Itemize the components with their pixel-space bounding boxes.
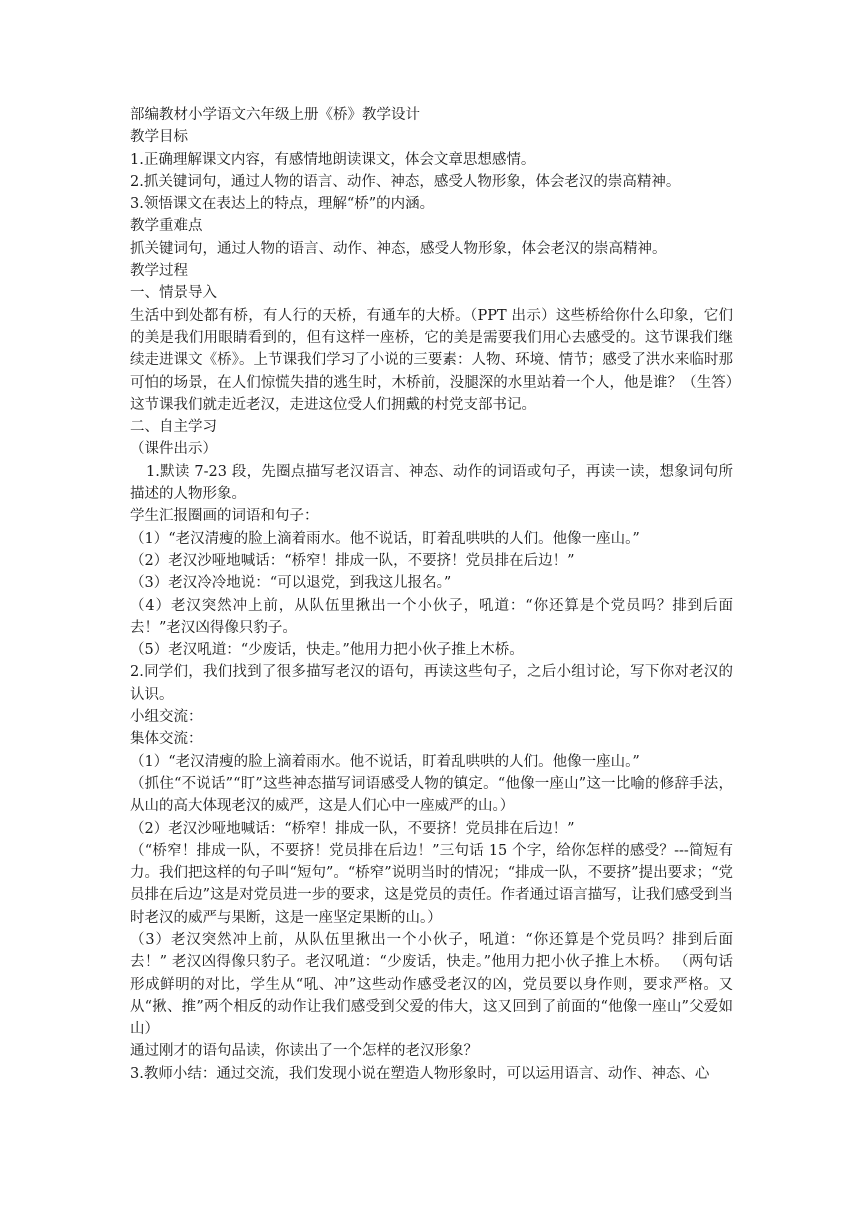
subheading-self-study: 二、自主学习 [130, 419, 217, 436]
intro-paragraph: 生活中到处都有桥，有人行的天桥，有通车的大桥。（PPT 出示）这些桥给你什么印象，它们的美是我们用眼睛看到的，但有这样一座桥，它的美是需要我们用心去感受的。这节课我们继续走进课文《桥》。上节课我们学习了小说的三要素：人物、环境、情节；感受了洪水来临时那可怕的场景，在人们惊慌失措的逃生时，木桥前，没腿深的水里站着一个人，他是谁？（生答）这节课我们就走近老汉，走进这位受人们拥戴的村党支部书记。 [130, 307, 733, 413]
teacher-summary: 3.教师小结：通过交流，我们发现小说在塑造人物形象时，可以运用语言、动作、神态、心 [130, 1065, 710, 1082]
exchange-quote-3: （3）老汉突然冲上前，从队伍里揪出一个小伙子，吼道：“你还算是个党员吗？排到后面去！” 老汉凶得像只豹子。老汉吼道：“少废话，快走。”他用力把小伙子推上木桥。 （两句话形成鲜明的对比，学生从“吼、冲”这些动作感受老汉的凶，党员要以身作则，要求严格。又从“揪、推”两个相反的动作让我们感受到父爱的伟大，这又回到了前面的“他像一座山”父爱如山） [130, 931, 733, 1038]
document-body [130, 104, 733, 1085]
subheading-intro: 一、情景导入 [130, 285, 217, 302]
exchange-analysis-2: （“桥窄！排成一队，不要挤！党员排在后边！”三句话 15 个字，给你怎样的感受？---简短有力。我们把这样的句子叫“短句”。“桥窄”说明当时的情况；“排成一队，不要挤”提出要求；“党员排在后边”这是对党员进一步的要求，这是党员的责任。作者通过语言描写，让我们感受到当时老汉的威严与果断，这是一座坚定果断的山。） [130, 842, 733, 926]
section-heading-key-points: 教学重难点 [130, 218, 203, 235]
exchange-quote-2: （2）老汉沙哑地喊话：“桥窄！排成一队，不要挤！党员排在后边！” [130, 820, 575, 837]
group-exchange-label: 小组交流： [130, 709, 203, 726]
section-heading-process: 教学过程 [130, 263, 188, 280]
courseware-note: （课件出示） [130, 441, 217, 458]
quote-2: （2）老汉沙哑地喊话：“桥窄！排成一队，不要挤！党员排在后边！” [130, 552, 575, 569]
quote-1: （1）“老汉清瘦的脸上滴着雨水。他不说话，盯着乱哄哄的人们。他像一座山。” [130, 530, 640, 547]
goal-item-3: 3.领悟课文在表达上的特点，理解“桥”的内涵。 [130, 196, 435, 213]
doc-title: 部编教材小学语文六年级上册《桥》教学设计 [130, 107, 420, 123]
quote-4: （4）老汉突然冲上前，从队伍里揪出一个小伙子，吼道：“你还算是个党员吗？排到后面去！”老汉凶得像只豹子。 [130, 597, 733, 636]
student-report-label: 学生汇报圈画的词语和句子： [130, 508, 319, 525]
section-heading-teaching-goals: 教学目标 [130, 129, 188, 146]
goal-item-2: 2.抓关键词句，通过人物的语言、动作、神态，感受人物形象，体会老汉的崇高精神。 [130, 173, 681, 190]
goal-item-1: 1.正确理解课文内容，有感情地朗读课文，体会文章思想感情。 [130, 151, 536, 168]
quote-5: （5）老汉吼道：“少废话，快走。”他用力把小伙子推上木桥。 [130, 642, 524, 659]
reflection-question: 通过刚才的语句品读，你读出了一个怎样的老汉形象？ [130, 1043, 478, 1060]
task-1: 1.默读 7-23 段，先圈点描写老汉语言、神态、动作的词语或句子，再读一读，想象词句所描述的人物形象。 [130, 463, 733, 503]
class-exchange-label: 集体交流： [130, 731, 203, 748]
quote-3: （3）老汉冷冷地说：“可以退党，到我这儿报名。” [130, 575, 452, 592]
key-points-text: 抓关键词句，通过人物的语言、动作、神态，感受人物形象，体会老汉的崇高精神。 [130, 240, 667, 257]
exchange-analysis-1: （抓住“不说话”“盯”这些神态描写词语感受人物的镇定。“他像一座山”这一比喻的修辞手法，从山的高大体现老汉的威严，这是人们心中一座威严的山。） [130, 775, 733, 815]
task-2: 2.同学们，我们找到了很多描写老汉的语句，再读这些句子，之后小组讨论，写下你对老汉的认识。 [130, 664, 733, 703]
exchange-quote-1: （1）“老汉清瘦的脸上滴着雨水。他不说话，盯着乱哄哄的人们。他像一座山。” [130, 753, 640, 770]
